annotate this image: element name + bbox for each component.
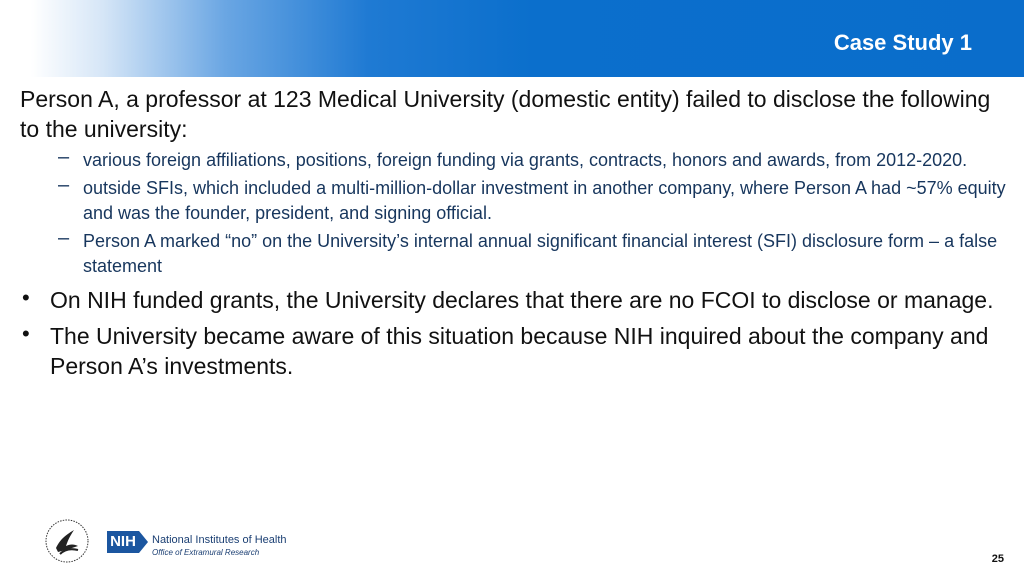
dash-marker: – bbox=[58, 227, 70, 249]
org-name: National Institutes of Health bbox=[152, 534, 287, 546]
sub-item bbox=[20, 176, 1010, 226]
office-name: Office of Extramural Research bbox=[152, 548, 260, 557]
nih-logo: NIH bbox=[107, 531, 139, 553]
sub-item bbox=[20, 148, 1010, 173]
header-banner bbox=[0, 0, 1024, 77]
slide-content bbox=[20, 84, 1010, 381]
sub-item bbox=[20, 229, 1010, 279]
sub-item-text: various foreign affiliations, positions, foreign funding via grants, contracts, honors and awards, from 2012-2020. bbox=[83, 150, 968, 170]
sub-item-text: Person A marked “no” on the University’s internal annual significant financial interest (SFI) disclosure form – a false statement bbox=[83, 231, 998, 276]
bullet-text: The University became aware of this situation because NIH inquired about the company and Person A’s investments. bbox=[50, 323, 989, 379]
hhs-seal-icon bbox=[44, 518, 90, 564]
nih-logo-chevron bbox=[139, 531, 148, 553]
slide-title: Case Study 1 bbox=[833, 30, 972, 55]
dash-marker: – bbox=[58, 174, 70, 196]
bullet-item bbox=[20, 285, 1010, 315]
sub-item-text: outside SFIs, which included a multi-million-dollar investment in another company, where Person A had ~57% equity and was the founder, president, and signing official. bbox=[83, 178, 1006, 223]
bullet-item bbox=[20, 321, 1010, 381]
dash-marker: – bbox=[58, 146, 70, 168]
page-number: 25 bbox=[991, 553, 1004, 565]
bullet-marker: • bbox=[22, 285, 30, 310]
bullet-marker: • bbox=[22, 321, 30, 346]
intro-paragraph: Person A, a professor at 123 Medical University (domestic entity) failed to disclose the following to the university: bbox=[20, 86, 991, 142]
bullet-text: On NIH funded grants, the University declares that there are no FCOI to disclose or manage. bbox=[50, 287, 994, 313]
